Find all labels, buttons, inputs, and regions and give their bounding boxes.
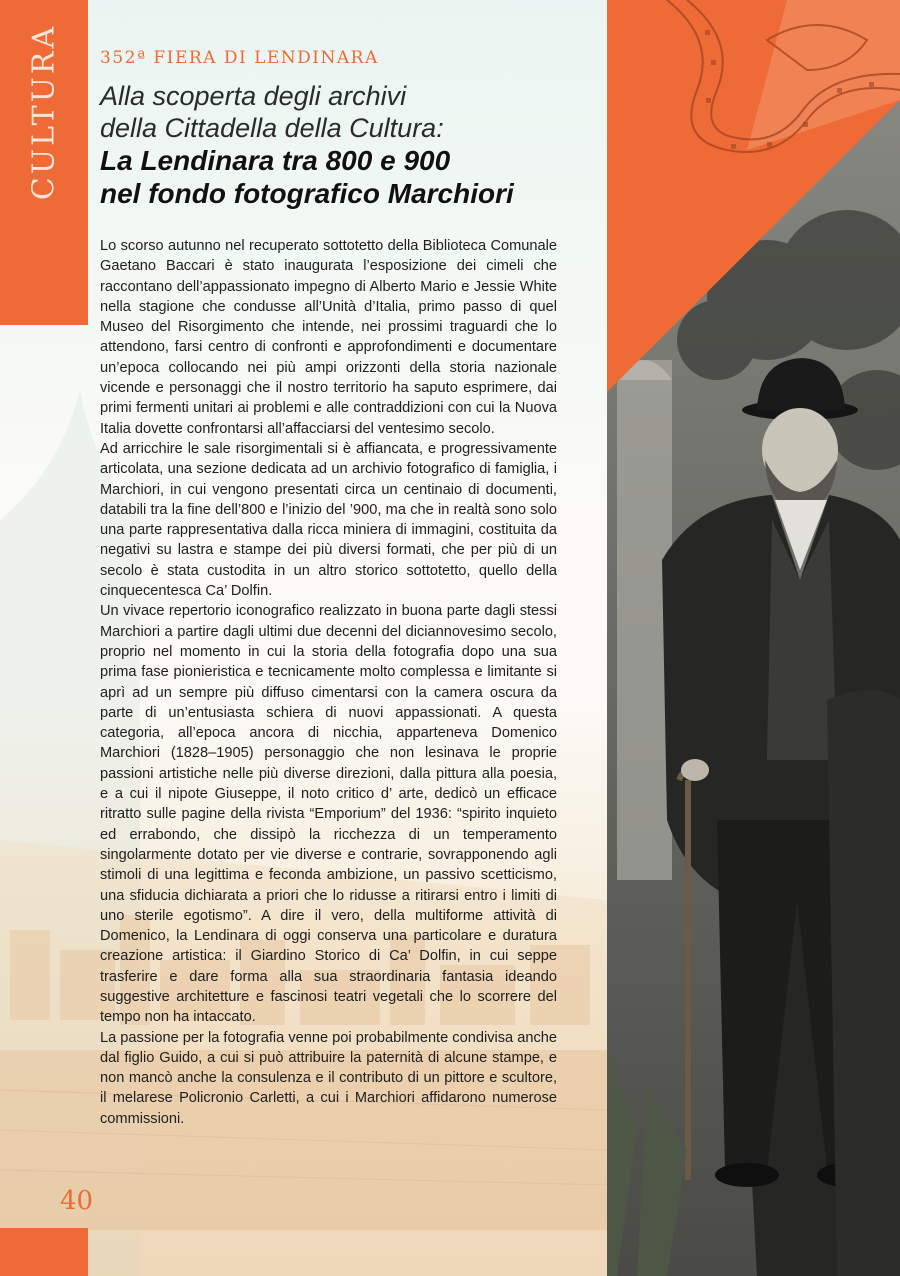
article-paragraph: Lo scorso autunno nel recuperato sottotetto della Biblioteca Comunale Gaetano Baccari è stato inaugurata l’esposizione dei cimeli che raccontano dell’appassionato impegno di Alberto Mario e Jessie White nella stagione che condusse all’Unità d’Italia, primo passo di quel Museo del Risorgimento che intende, nei prossimi traguardi che lo attendono, farsi centro di confronti e approfondimenti e documentare un’epoca collocando nei più ampi orizzonti della storia nazionale vicende e personaggi che il nostro territorio ha saputo esprimere, dai primi fermenti unitari ai problemi e alle contraddizioni con cui la Nuova Italia dovette confrontarsi all’affacciarsi del ventesimo secolo. (100, 238, 557, 437)
title-line: La Lendinara tra 800 e 900 (100, 145, 451, 176)
subtitle-line: Alla scoperta degli archivi (100, 81, 407, 111)
article-subtitle (100, 80, 580, 144)
article-paragraph: Un vivace repertorio iconografico realizzato in buona parte dagli stessi Marchiori a partire dagli ultimi due decenni del diciannovesimo secolo, proprio nel momento in cui la storia della fotografia dopo una sua prima fase pionieristica e tecnicamente molto complessa e limitante si aprì ad un sempre più diffuso cimentarsi con la camera oscura da parte di un’entusiasta schiera di nuovi appassionati. A questa categoria, all’epoca ancora di nicchia, apparteneva Domenico Marchiori (1828–1905) personaggio che non lesinava le proprie passioni artistiche nelle più diverse direzioni, dalla pittura alla poesia, e a cui il nipote Giuseppe, il noto critico d’ arte, dedicò un efficace ritratto sulle pagine della rivista “Emporium” del 1936: “spirito inquieto ed errabondo, che dissipò la ricchezza di un temperamento singolarmente dotato per vie diverse e contrarie, sovrapponendo agli stimoli di una legittima e feconda ambizione, un passivo scetticismo, una sfiducia dichiarata a priori che lo ridusse a ritirarsi entro i limiti di uno sterile egotismo”. A dire il vero, della multiforme attività di Domenico, la Lendinara di oggi conserva una particolare e duratura creazione artistica: il Giardino Storico di Ca’ Dolfin, in cui seppe trasferire e dare forma alla sua straordinaria fantasia ideando suggestive architetture e fascinosi teatri vegetali che lo scorrere del tempo non ha intaccato. (100, 603, 557, 1026)
article-paragraph: Ad arricchire le sale risorgimentali si è affiancata, e progressivamente articolata, una sezione dedicata ad un archivio fotografico di famiglia, i Marchiori, in cui vengono presentati circa un centinaio di documenti, databili tra la fine dell’800 e l’inizio del ’900, ma che in realtà sono solo una parte rappresentativa dalla ricca miniera di immagini, costituita da negativi su lastra e stampe dei più diversi formati, che per più di un secolo è stata custodita in un altro storico sottotetto, quello della cinquecentesca Ca’ Dolfin. (100, 440, 557, 600)
section-label: CULTURA (26, 23, 62, 201)
article-paragraph: La passione per la fotografia venne poi probabilmente condivisa anche dal figlio Guido, a cui si può attribuire la paternità di alcune stampe, e non mancò anche la consulenza e il contributo di un pittore e scultore, il melarese Policronio Carletti, a cui i Marchiori affidarono numerose commissioni. (100, 1029, 557, 1127)
footer-tab (0, 1228, 88, 1276)
article-title (100, 144, 580, 210)
decorative-triangle (607, 0, 900, 392)
article-body (100, 236, 557, 1129)
page-number: 40 (60, 1186, 94, 1216)
event-kicker: 352ª FIERA DI LENDINARA (100, 48, 379, 68)
subtitle-line: della Cittadella della Cultura: (100, 113, 444, 143)
title-line: nel fondo fotografico Marchiori (100, 178, 514, 209)
